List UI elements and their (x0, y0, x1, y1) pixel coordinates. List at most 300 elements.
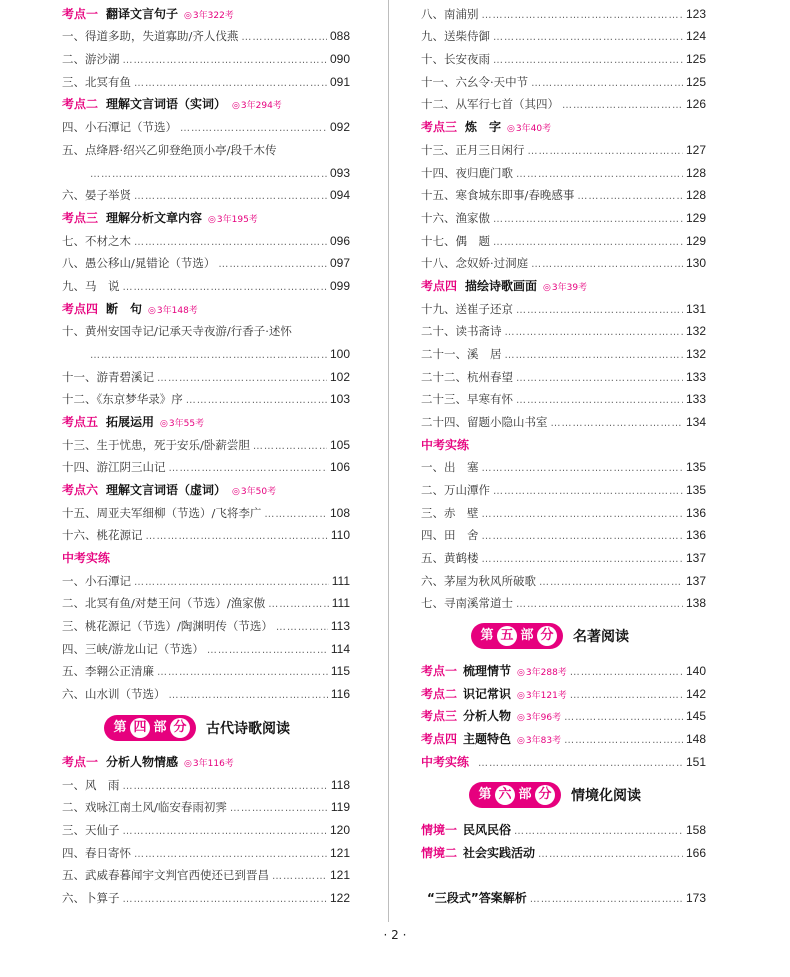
toc-entry[interactable] (421, 140, 706, 160)
toc-entry[interactable] (62, 140, 350, 160)
toc-entry[interactable] (421, 457, 706, 477)
toc-entry[interactable] (421, 706, 706, 726)
exam-count-badge: ◎ 3年83考 (517, 731, 561, 751)
entry-title: 四、小石潭记（节选） (62, 120, 177, 134)
page-ref: 151 (685, 755, 706, 769)
toc-entry[interactable] (421, 72, 706, 92)
toc-entry[interactable] (62, 321, 350, 341)
leader-dots (562, 96, 683, 116)
toc-entry[interactable] (62, 435, 350, 455)
leader-dots (169, 459, 327, 479)
section-tag: 考点一 (62, 7, 99, 21)
toc-entry[interactable] (62, 797, 350, 817)
section-header (62, 94, 350, 114)
page-ref: 130 (685, 256, 706, 270)
part-title: 名著阅读 (573, 629, 629, 645)
toc-entry[interactable] (62, 457, 350, 477)
toc-entry[interactable] (421, 684, 706, 704)
toc-entry[interactable] (421, 299, 706, 319)
leader-dots (157, 663, 328, 683)
leader-dots (90, 165, 327, 185)
exam-count-badge: ◎ 3年294考 (232, 96, 282, 116)
page-ref: 129 (685, 234, 706, 248)
page-ref: 158 (685, 823, 706, 837)
entry-title: 四、春日寄怀 (62, 846, 131, 860)
page-ref: 111 (331, 596, 350, 610)
page-ref: 132 (685, 324, 706, 338)
leader-dots (538, 845, 683, 865)
leader-dots (230, 799, 328, 819)
exam-count-badge: ◎ 3年50考 (232, 482, 276, 502)
toc-entry[interactable] (421, 185, 706, 205)
page-ref: 092 (329, 120, 350, 134)
page-ref: 128 (685, 188, 706, 202)
section-tag: 考点三 (421, 120, 458, 134)
page-ref: 138 (685, 596, 706, 610)
leader-dots (264, 505, 327, 525)
toc-entry[interactable] (62, 820, 350, 840)
section-title: 炼 字 (465, 120, 502, 134)
entry-title: 一、出 塞 (421, 460, 479, 474)
entry-title: 六、晏子举贤 (62, 188, 131, 202)
page-ref: 091 (329, 75, 350, 89)
toc-entry[interactable] (62, 389, 350, 409)
exam-practice-header: 中考实练 (62, 551, 111, 565)
entry-title: 二十三、早寒有怀 (421, 392, 513, 406)
page-ref: 121 (329, 846, 350, 860)
entry-title: 三、天仙子 (62, 823, 120, 837)
toc-entry[interactable] (421, 729, 706, 749)
section-tag: 考点二 (421, 687, 458, 701)
entry-title: 十六、桃花源记 (62, 528, 143, 542)
toc-entry[interactable] (421, 49, 706, 69)
page-ref: 093 (329, 166, 350, 180)
page-ref: 116 (330, 687, 350, 701)
leader-dots (493, 233, 683, 253)
page-ref: 115 (330, 664, 350, 678)
page-ref: 133 (685, 392, 706, 406)
leader-dots (134, 74, 327, 94)
leader-dots (180, 119, 327, 139)
badge-char: 部 (518, 787, 532, 802)
leader-dots (516, 165, 683, 185)
part-badge (469, 782, 561, 808)
toc-entry[interactable] (62, 888, 350, 908)
leader-dots (570, 686, 683, 706)
page-ref: 102 (329, 370, 350, 384)
page-ref: 099 (329, 279, 350, 293)
entry-title: 一、小石潭记 (62, 574, 131, 588)
entry-title: 十、长安夜雨 (421, 52, 490, 66)
toc-entry[interactable] (421, 321, 706, 341)
exam-count-badge: ◎ 3年148考 (148, 301, 198, 321)
entry-title: 十四、夜归鹿门歌 (421, 166, 513, 180)
page-ref: 137 (685, 574, 706, 588)
badge-char: 六 (495, 785, 515, 805)
page-ref: 173 (685, 891, 706, 905)
page-ref: 125 (685, 52, 706, 66)
section-tag: 考点一 (421, 664, 458, 678)
entry-title: 一、得道多助，失道寡助/齐人伐燕 (62, 29, 239, 43)
entry-title: 五、黄鹤楼 (421, 551, 479, 565)
section-tag: 考点四 (421, 279, 458, 293)
page-number: · 2 · (383, 928, 407, 942)
leader-dots (482, 527, 683, 547)
page-ref: 127 (685, 143, 706, 157)
part-badge (471, 623, 563, 649)
section-tag: 考点四 (62, 302, 99, 316)
section-title: 翻译文言句子 (106, 7, 179, 21)
leader-dots (218, 255, 327, 275)
leader-dots (241, 28, 327, 48)
leader-dots (482, 505, 683, 525)
section-tag: 考点五 (62, 415, 99, 429)
leader-dots (531, 255, 683, 275)
page-ref: 120 (329, 823, 350, 837)
toc-entry[interactable] (62, 775, 350, 795)
leader-dots (564, 731, 683, 751)
section-title: 梳理情节 (463, 664, 512, 678)
entry-title: 十、黄州安国寺记/记承天寺夜游/行香子·述怀 (62, 324, 292, 338)
section-tag: 考点一 (62, 755, 99, 769)
toc-entry[interactable] (421, 752, 706, 772)
entry-title: 二十二、杭州春望 (421, 370, 513, 384)
entry-title: 二、游沙湖 (62, 52, 120, 66)
leader-dots (157, 369, 327, 389)
entry-title: 五、点绛唇·绍兴乙卯登绝顶小亭/段千木传 (62, 143, 277, 157)
badge-char: 部 (520, 628, 534, 643)
entry-title: 十三、生于忧患，死于安乐/卧薪尝胆 (62, 438, 250, 452)
toc-entry[interactable] (62, 253, 350, 273)
toc-entry[interactable] (421, 412, 706, 432)
toc-entry[interactable] (421, 4, 706, 24)
section-title: 理解文言词语（实词） (106, 97, 227, 111)
page-ref: 088 (329, 29, 350, 43)
section-header (62, 208, 350, 228)
entry-title: 十五、周亚夫军细柳（节选）/飞将李广 (62, 506, 262, 520)
leader-dots (134, 233, 327, 253)
badge-char: 四 (130, 718, 150, 738)
page-ref: 135 (685, 483, 706, 497)
entry-title: 十二、从军行七首（其四） (421, 97, 559, 111)
leader-dots (551, 414, 683, 434)
entry-title: 十五、寒食城东即事/春晚感事 (421, 188, 575, 202)
page-ref: 090 (329, 52, 350, 66)
toc-entry[interactable] (421, 163, 706, 183)
page-ref: 166 (685, 846, 706, 860)
toc-entry[interactable] (421, 503, 706, 523)
leader-dots (134, 187, 327, 207)
entry-title: 六、卜算子 (62, 891, 120, 905)
leader-dots (514, 822, 683, 842)
page-ref: 137 (685, 551, 706, 565)
page-ref: 140 (685, 664, 706, 678)
toc-entry[interactable] (421, 661, 706, 681)
toc-entry[interactable] (62, 231, 350, 251)
page-ref: 131 (685, 302, 706, 316)
leader-dots (505, 323, 683, 343)
toc-entry-continuation[interactable] (62, 163, 350, 183)
toc-entry[interactable] (421, 344, 706, 364)
leader-dots (186, 391, 327, 411)
page-ref: 125 (685, 75, 706, 89)
page-ref: 114 (330, 642, 350, 656)
leader-dots (90, 346, 327, 366)
leader-dots (530, 890, 683, 910)
toc-entry[interactable] (421, 231, 706, 251)
page-ref: 134 (685, 415, 706, 429)
toc-entry[interactable] (421, 820, 706, 840)
entry-title: 四、三峡/游龙山记（节选） (62, 642, 204, 656)
entry-title: 十九、送崔子还京 (421, 302, 513, 316)
page-ref: 111 (331, 574, 350, 588)
toc-entry[interactable] (62, 367, 350, 387)
section-title: 社会实践活动 (463, 846, 536, 860)
entry-title: 六、山水训（节选） (62, 687, 166, 701)
page-ref: 132 (685, 347, 706, 361)
toc-entry-continuation[interactable] (62, 344, 350, 364)
badge-char: 第 (478, 787, 492, 802)
leader-dots (123, 890, 327, 910)
section-tag: 中考实练 (421, 755, 470, 769)
entry-title: 六、茅屋为秋风所破歌 (421, 574, 536, 588)
page-ref: 113 (330, 619, 350, 633)
toc-entry[interactable] (62, 684, 350, 704)
toc-entry[interactable] (421, 593, 706, 613)
page-ref: 129 (685, 211, 706, 225)
toc-entry[interactable] (421, 548, 706, 568)
exam-count-badge: ◎ 3年322考 (184, 6, 234, 26)
entry-title: 七、寻南溪常道士 (421, 596, 513, 610)
page-ref: 097 (329, 256, 350, 270)
leader-dots (123, 51, 327, 71)
section-header (421, 117, 706, 137)
entry-title: 十七、偶 题 (421, 234, 490, 248)
toc-entry[interactable] (62, 571, 350, 591)
leader-dots (516, 595, 683, 615)
section-tag: 考点四 (421, 732, 458, 746)
leader-dots (564, 708, 683, 728)
entry-title: 二、北冥有鱼/对楚王问（节选）/渔家傲 (62, 596, 266, 610)
toc-entry[interactable] (421, 888, 706, 908)
leader-dots (482, 459, 683, 479)
page-ref: 121 (329, 868, 350, 882)
badge-char: 分 (170, 718, 190, 738)
leader-dots (268, 595, 329, 615)
entry-title: 二、万山潭作 (421, 483, 490, 497)
section-header (62, 412, 350, 432)
page-ref: 119 (330, 800, 350, 814)
entry-title: 八、南浦别 (421, 7, 479, 21)
section-title: 民风民俗 (463, 823, 512, 837)
entry-title: 十四、游江阴三山记 (62, 460, 166, 474)
exam-count-badge: ◎ 3年195考 (208, 210, 258, 230)
entry-title: 七、不材之木 (62, 234, 131, 248)
entry-title: 九、送柴侍御 (421, 29, 490, 43)
page-ref: 142 (685, 687, 706, 701)
toc-entry[interactable] (62, 117, 350, 137)
page-ref: 145 (685, 709, 706, 723)
toc-entry[interactable] (62, 185, 350, 205)
section-title: 理解文言词语（虚词） (106, 483, 227, 497)
toc-entry[interactable] (421, 571, 706, 591)
badge-char: 第 (113, 720, 127, 735)
toc-entry[interactable] (62, 49, 350, 69)
exam-count-badge: ◎ 3年96考 (517, 708, 561, 728)
page-ref: 096 (329, 234, 350, 248)
toc-entry[interactable] (62, 72, 350, 92)
entry-title: 十二、《东京梦华录》序 (62, 392, 183, 406)
exam-count-badge: ◎ 3年116考 (184, 754, 234, 774)
leader-dots (493, 51, 683, 71)
section-header (421, 276, 706, 296)
toc-entry[interactable] (62, 503, 350, 523)
section-tag: 情境一 (421, 823, 458, 837)
toc-entry[interactable] (421, 26, 706, 46)
section-tag: 情境二 (421, 846, 458, 860)
leader-dots (493, 482, 683, 502)
exam-practice-header: 中考实练 (421, 438, 470, 452)
entry-title: 三、赤 壁 (421, 506, 479, 520)
entry-title: 十一、六幺令·天中节 (421, 75, 529, 89)
toc-entry[interactable] (421, 208, 706, 228)
toc-entry[interactable] (62, 639, 350, 659)
toc-entry[interactable] (421, 843, 706, 863)
leader-dots (505, 346, 683, 366)
leader-dots (539, 573, 683, 593)
entry-title: 二、戏咏江南土风/临安春雨初霁 (62, 800, 227, 814)
part-four-heading[interactable] (104, 715, 290, 741)
leader-dots (516, 369, 683, 389)
page-ref: 108 (329, 506, 350, 520)
leader-dots (516, 391, 683, 411)
section-header (62, 299, 350, 319)
leader-dots (123, 777, 328, 797)
section-title: 识记常识 (463, 687, 512, 701)
entry-title: 十六、渔家傲 (421, 211, 490, 225)
section-tag: 考点三 (421, 709, 458, 723)
entry-title: 四、田 舍 (421, 528, 479, 542)
entry-title: 三、北冥有鱼 (62, 75, 131, 89)
toc-entry[interactable] (62, 865, 350, 885)
entry-title: 五、武威春暮闻宇文判官西使还已到晋昌 (62, 868, 269, 882)
badge-char: 分 (537, 626, 557, 646)
section-title: 拓展运用 (106, 415, 155, 429)
toc-entry[interactable] (62, 276, 350, 296)
section-header (62, 752, 350, 772)
leader-dots (482, 6, 683, 26)
exam-count-badge: ◎ 3年39考 (543, 278, 587, 298)
badge-char: 第 (480, 628, 494, 643)
toc-entry[interactable] (62, 525, 350, 545)
page-ref: 136 (685, 528, 706, 542)
page-ref: 136 (685, 506, 706, 520)
toc-entry[interactable] (421, 525, 706, 545)
page-ref: 122 (329, 891, 350, 905)
page-ref: 148 (685, 732, 706, 746)
entry-title: 八、愚公移山/晁错论（节选） (62, 256, 216, 270)
exam-count-badge: ◎ 3年288考 (517, 663, 567, 683)
leader-dots (253, 437, 327, 457)
toc-entry[interactable] (62, 26, 350, 46)
section-title: 理解分析文章内容 (106, 211, 203, 225)
page-ref: 110 (330, 528, 350, 542)
entry-title: 二十四、留题小隐山书室 (421, 415, 548, 429)
entry-title: 十三、正月三日闲行 (421, 143, 525, 157)
page-ref: 103 (329, 392, 350, 406)
toc-entry[interactable] (421, 367, 706, 387)
page-ref: 123 (685, 7, 706, 21)
entry-title: 二十一、溪 居 (421, 347, 502, 361)
page-ref: 133 (685, 370, 706, 384)
leader-dots (570, 663, 683, 683)
entry-title: 二十、读书斋诗 (421, 324, 502, 338)
section-title: “三段式”答案解析 (427, 891, 527, 905)
section-header (62, 4, 350, 24)
toc-entry[interactable] (421, 94, 706, 114)
toc-entry[interactable] (62, 843, 350, 863)
page-ref: 126 (685, 97, 706, 111)
entry-title: 一、风 雨 (62, 778, 120, 792)
leader-dots (123, 822, 327, 842)
exam-count-badge: ◎ 3年55考 (160, 414, 204, 434)
badge-char: 部 (153, 720, 167, 735)
page-ref: 124 (685, 29, 706, 43)
page-ref: 118 (330, 778, 350, 792)
toc-entry[interactable] (421, 480, 706, 500)
part-six-heading[interactable] (469, 782, 641, 808)
leader-dots (169, 686, 328, 706)
entry-title: 三、桃花源记（节选）/陶渊明传（节选） (62, 619, 273, 633)
section-title: 分析人物情感 (106, 755, 179, 769)
leader-dots (478, 754, 683, 774)
toc-entry[interactable] (62, 616, 350, 636)
page-ref: 135 (685, 460, 706, 474)
entry-title: 五、李翱公正清廉 (62, 664, 154, 678)
section-title: 分析人物 (463, 709, 512, 723)
page-ref: 106 (329, 460, 350, 474)
page-ref: 128 (685, 166, 706, 180)
exam-count-badge: ◎ 3年40考 (507, 119, 551, 139)
toc-entry[interactable] (62, 593, 350, 613)
badge-char: 分 (535, 785, 555, 805)
entry-title: 九、马 说 (62, 279, 120, 293)
leader-dots (207, 641, 328, 661)
exam-count-badge: ◎ 3年121考 (517, 686, 567, 706)
leader-dots (134, 845, 327, 865)
section-tag: 考点六 (62, 483, 99, 497)
part-title: 情境化阅读 (571, 788, 641, 804)
section-tag: 考点三 (62, 211, 99, 225)
page-ref: 105 (329, 438, 350, 452)
section-title: 断 句 (106, 302, 143, 316)
leader-dots (493, 28, 683, 48)
entry-title: 十一、游青碧溪记 (62, 370, 154, 384)
badge-char: 五 (497, 626, 517, 646)
part-five-heading[interactable] (471, 623, 629, 649)
leader-dots (516, 301, 683, 321)
leader-dots (276, 618, 328, 638)
leader-dots (528, 142, 683, 162)
toc-entry[interactable] (62, 661, 350, 681)
toc-entry[interactable] (421, 389, 706, 409)
toc-entry[interactable] (421, 253, 706, 273)
leader-dots (482, 550, 683, 570)
column-divider (388, 0, 389, 922)
leader-dots (531, 74, 683, 94)
leader-dots (493, 210, 683, 230)
section-tag: 考点二 (62, 97, 99, 111)
